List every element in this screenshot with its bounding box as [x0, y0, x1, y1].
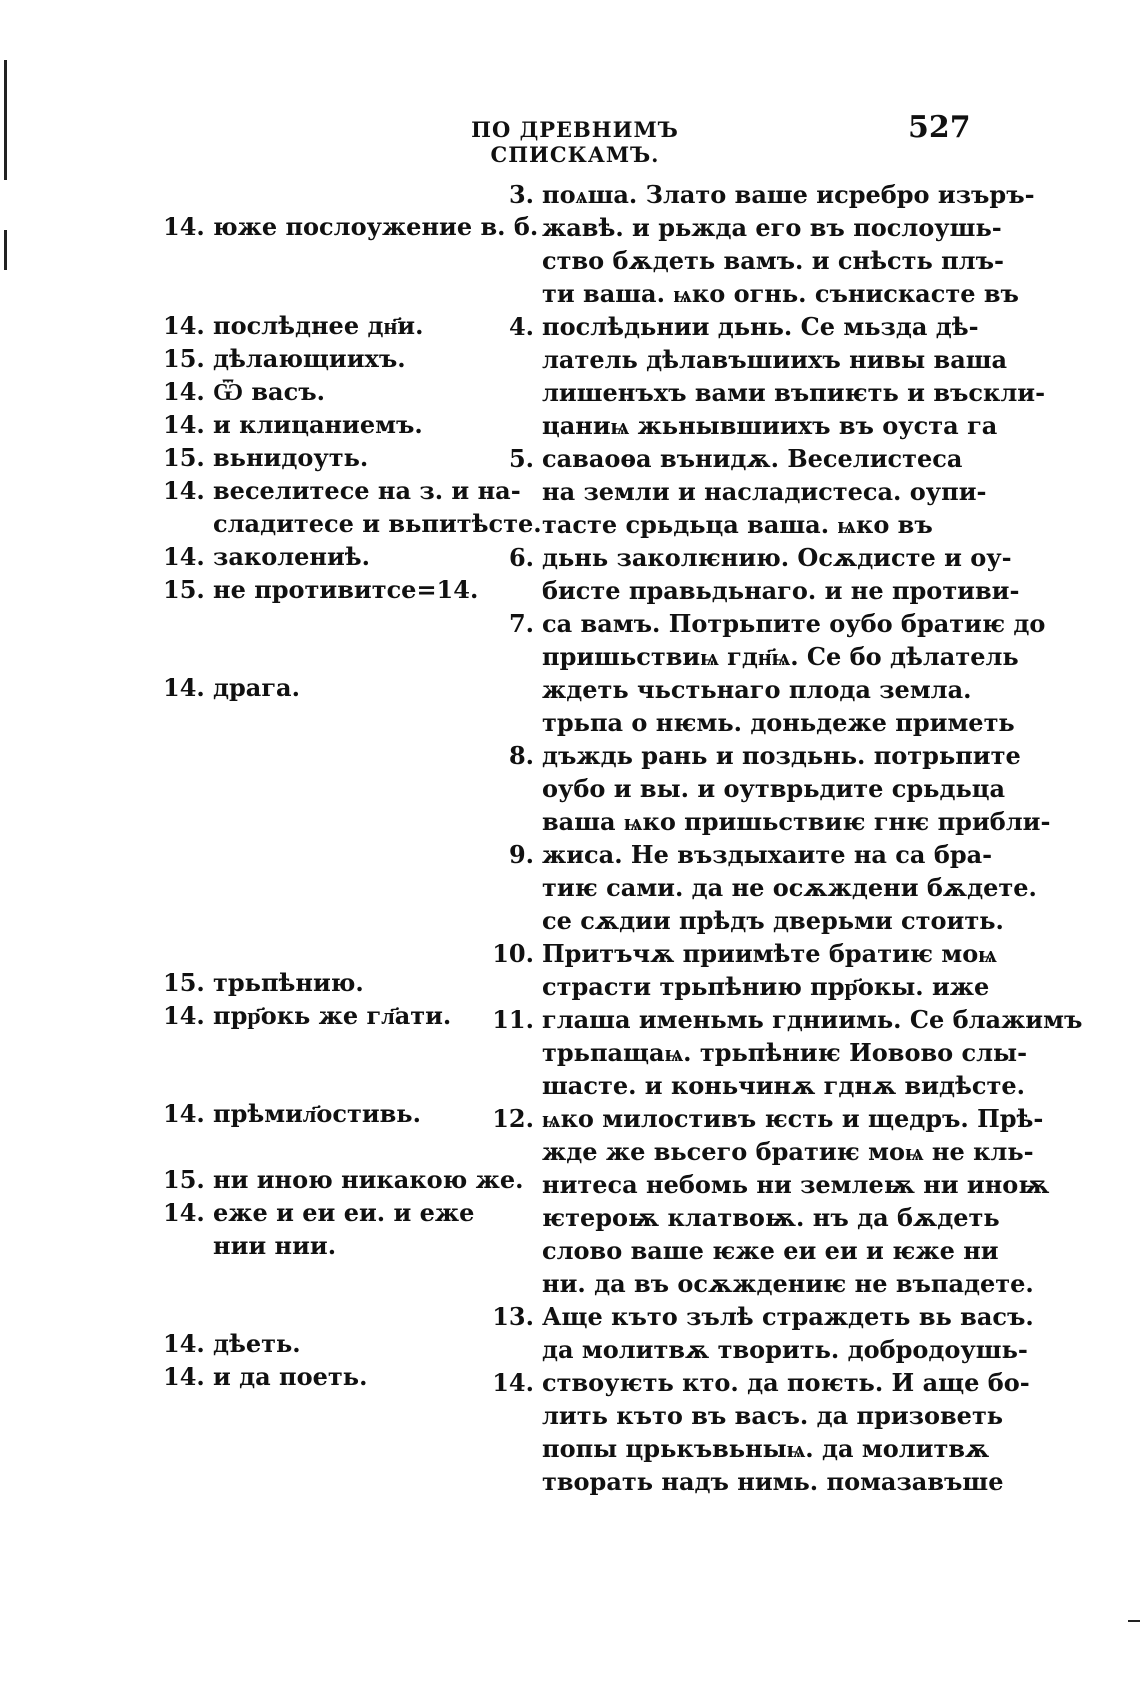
text-line: трьпащаѩ. трьпѣниѥ Иововo слы-	[542, 1038, 1028, 1067]
variant-note: 14. дѣеть.	[163, 1329, 301, 1358]
text-line: латель дѣлавъшиихъ нивы ваша	[542, 345, 1008, 374]
text-line: трьпа о нѥмь. доньдеже приметь	[542, 708, 1015, 737]
text-line: нитеса небомь ни землеѭ ни иноѭ	[542, 1170, 1050, 1199]
variant-note: 15. дѣлающиихъ.	[163, 344, 406, 373]
text-line: 12. ѩко милостивъ ѥсть и щедръ. Прѣ-	[492, 1104, 1044, 1133]
text-line: творать надъ нимь. помазавъше	[542, 1467, 1004, 1496]
variant-note: сладитесе и вьпитѣсте.	[213, 509, 542, 538]
variant-note: 14. еже и еи еи. и еже	[163, 1198, 475, 1227]
variant-note: 14. и да поеть.	[163, 1362, 368, 1391]
text-line: ваша ѩко пришьствиѥ гнѥ прибли-	[542, 807, 1051, 836]
variant-note: 14. заколениѣ.	[163, 542, 370, 571]
text-line: бисте правьдьнаго. и не противи-	[542, 576, 1020, 605]
scan-edge-mark	[4, 60, 7, 180]
variant-note: нии нии.	[213, 1231, 337, 1260]
text-line: жде же вьсего братиѥ моѩ не кль-	[542, 1137, 1034, 1166]
text-line: се сѫдии прѣдъ дверьми стоить.	[542, 906, 1004, 935]
scan-edge-mark	[4, 230, 7, 270]
variant-note: 14. драга.	[163, 673, 300, 702]
scan-edge-mark	[1128, 1620, 1140, 1622]
text-line: на земли и насладистеса. оупи-	[542, 477, 987, 506]
variant-note: 15. не противитсе=14.	[163, 575, 479, 604]
variant-note: 14. веселитесе на з. и на-	[163, 476, 521, 505]
variant-note: 15. вьнидоуть.	[163, 443, 369, 472]
text-line: лить къто въ васъ. да призоветь	[542, 1401, 1004, 1430]
page-number: 527	[908, 110, 971, 145]
text-line: 9. жиса. Не въздыхаите на са бра-	[508, 840, 993, 869]
text-line: 11. глаша именьмь гдниимь. Се блажимъ	[492, 1005, 1083, 1034]
text-line: 8. дъждь рань и поздьнь. потрьпите	[508, 741, 1021, 770]
text-line: 3. поѧша. Злато ваше исребро изъръ-	[508, 180, 1035, 209]
text-line: 5. саваоѳа вънидѫ. Веселистеса	[508, 444, 963, 473]
variant-note: 14. прр҃окь же гл҃ати.	[163, 1001, 452, 1030]
text-line: шасте. и коньчинѫ гднѫ видѣсте.	[542, 1071, 1025, 1100]
text-line: цаниѩ жьнывшиихъ въ оуста га	[542, 411, 998, 440]
text-line: ни. да въ осѫждениѥ не въпадете.	[542, 1269, 1034, 1298]
text-line: 14. ствоуѥть кто. да поѥть. И аще бо-	[492, 1368, 1030, 1397]
text-line: ти ваша. ѩко огнь. сънискасте въ	[542, 279, 1019, 308]
variant-note: 14. юже послоужение в. б.	[163, 212, 539, 241]
text-line: 13. Аще къто зълѣ страждеть вь васъ.	[492, 1302, 1034, 1331]
variant-note: 15. трьпѣнию.	[163, 968, 364, 997]
text-line: слово ваше ѥже еи еи и ѥже ни	[542, 1236, 999, 1265]
text-line: ждеть чьстьнаго плода земла.	[542, 675, 972, 704]
text-line: тасте срьдьца ваша. ѩко въ	[542, 510, 933, 539]
text-line: жавѣ. и рьжда его въ послоушь-	[542, 213, 1002, 242]
text-line: лишенъхъ вами въпиѥть и въскли-	[542, 378, 1046, 407]
variant-note: 14. Ѿ васъ.	[163, 377, 325, 406]
text-line: 6. дьнь заколѥнию. Осѫдисте и оу-	[508, 543, 1012, 572]
variant-note: 14. послѣднее дн҃и.	[163, 311, 424, 340]
variant-note: 14. прѣмил҃остивь.	[163, 1099, 421, 1128]
text-line: попы црькъвьныѩ. да молитвѫ	[542, 1434, 990, 1463]
text-line: оубо и вы. и оутврьдите срьдьца	[542, 774, 1006, 803]
text-line: ство бѫдеть вамъ. и снѣсть плъ-	[542, 246, 1004, 275]
text-line: тиѥ сами. да не осѫждени бѫдете.	[542, 873, 1037, 902]
variant-note: 14. и клицаниемъ.	[163, 410, 423, 439]
text-line: страсти трьпѣнию прр҃окы. иже	[542, 972, 990, 1001]
text-line: 4. послѣдьнии дьнь. Се мьзда дѣ-	[508, 312, 979, 341]
text-line: да молитвѫ творить. добродоушь-	[542, 1335, 1028, 1364]
variant-note: 15. ни иною никакою же.	[163, 1165, 524, 1194]
running-head: ПО ДРЕВНИМЪ СПИСКАМЪ.	[471, 117, 679, 167]
text-line: 10. Притъчѫ приимѣте братиѥ моѩ	[492, 939, 997, 968]
text-line: 7. са вамъ. Потрьпите оубо братиѥ до	[508, 609, 1046, 638]
text-line: ѥтероѭ клатвоѭ. нъ да бѫдеть	[542, 1203, 1000, 1232]
text-line: пришьствиѩ гдн҃ѩ. Се бо дѣлатель	[542, 642, 1019, 671]
